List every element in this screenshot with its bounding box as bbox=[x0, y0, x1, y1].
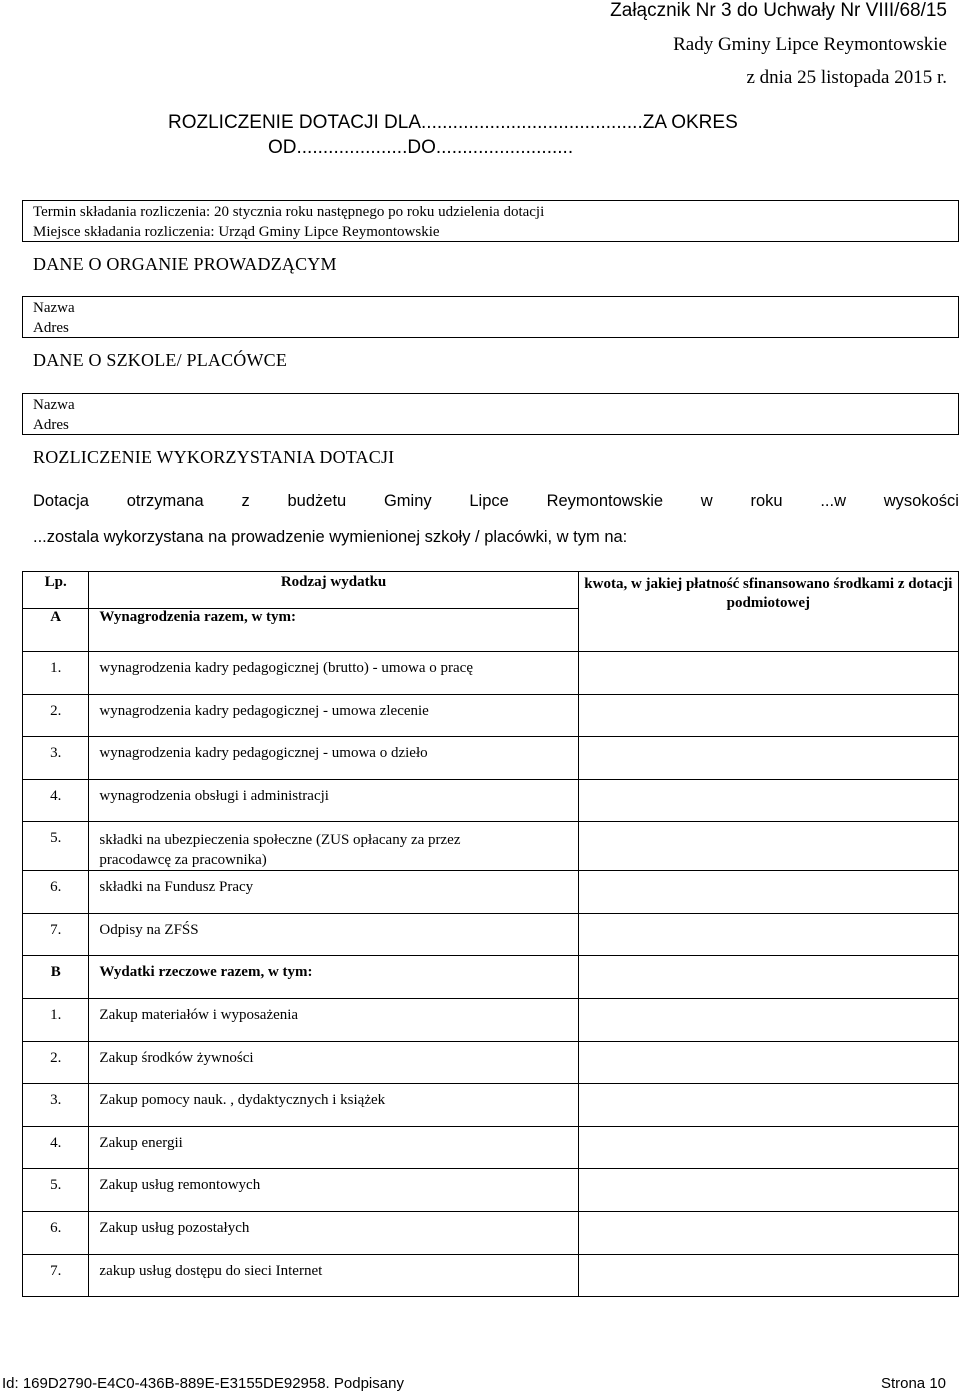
settlement-word: Reymontowskie bbox=[546, 492, 664, 510]
settlement-word: Dotacja bbox=[33, 492, 89, 510]
settlement-word: z bbox=[241, 492, 250, 510]
organ-address-label: Adres bbox=[33, 320, 69, 336]
row-label: wynagrodzenia kadry pedagogicznej - umowa zlecenie bbox=[89, 695, 578, 737]
settlement-word: wysokości bbox=[883, 492, 959, 510]
row-label: Zakup usług pozostałych bbox=[89, 1212, 578, 1255]
settlement-word: Lipce bbox=[469, 492, 509, 510]
amount-cell[interactable] bbox=[578, 652, 958, 695]
row-lp: 2. bbox=[23, 695, 89, 737]
table-header-row bbox=[23, 572, 959, 609]
table-row bbox=[23, 999, 959, 1042]
amount-cell[interactable] bbox=[578, 1127, 958, 1169]
table-row bbox=[23, 1169, 959, 1212]
col-amount-header bbox=[578, 572, 958, 652]
group-b-label: Wydatki rzeczowe razem, w tym: bbox=[89, 956, 578, 999]
settlement-word: w bbox=[700, 492, 713, 510]
row-label: składki na ubezpieczenia społeczne (ZUS opłacany za przez pracodawcę za pracownika) bbox=[89, 822, 578, 871]
group-a-label: Wynagrodzenia razem, w tym: bbox=[89, 609, 578, 652]
expense-table bbox=[22, 571, 959, 1297]
table-row bbox=[23, 956, 959, 999]
row-lp: 6. bbox=[23, 871, 89, 914]
submission-info-box bbox=[22, 200, 959, 242]
row-label: wynagrodzenia kadry pedagogicznej - umowa o dzieło bbox=[89, 737, 578, 780]
col-type-header: Rodzaj wydatku bbox=[89, 572, 578, 609]
amount-cell[interactable] bbox=[578, 1042, 958, 1084]
amount-cell[interactable] bbox=[578, 1169, 958, 1212]
place-text: Miejsce składania rozliczenia: Urząd Gminy Lipce Reymontowskie bbox=[33, 224, 440, 240]
table-row bbox=[23, 871, 959, 914]
table-row bbox=[23, 1127, 959, 1169]
amount-cell[interactable] bbox=[578, 737, 958, 780]
page-number: Strona 10 bbox=[880, 1375, 946, 1392]
amount-cell[interactable] bbox=[578, 871, 958, 914]
row-lp: 5. bbox=[23, 1169, 89, 1212]
row-label: wynagrodzenia obsługi i administracji bbox=[89, 780, 578, 822]
amount-header-text: kwota, w jakiej płatność sfinansowano środkami z dotacji podmiotowej bbox=[584, 576, 953, 611]
row-label: Zakup środków żywności bbox=[89, 1042, 578, 1084]
settlement-sentence-line2: ...zostala wykorzystana na prowadzenie wymienionej szkoły / placówki, w tym na: bbox=[33, 528, 628, 546]
amount-cell[interactable] bbox=[578, 695, 958, 737]
organ-heading: DANE O ORGANIE PROWADZĄCYM bbox=[33, 254, 337, 274]
row-lp: 4. bbox=[23, 1127, 89, 1169]
deadline-text: Termin składania rozliczenia: 20 stycznia roku następnego po roku udzielenia dotacji bbox=[33, 204, 545, 220]
group-a-lp: A bbox=[23, 609, 89, 652]
table-row bbox=[23, 652, 959, 695]
amount-cell[interactable] bbox=[578, 956, 958, 999]
settlement-sentence-line1 bbox=[33, 492, 959, 511]
table-row bbox=[23, 780, 959, 822]
row-lp: 1. bbox=[23, 999, 89, 1042]
amount-cell[interactable] bbox=[578, 780, 958, 822]
table-row bbox=[23, 695, 959, 737]
row-label: składki na Fundusz Pracy bbox=[89, 871, 578, 914]
school-box bbox=[22, 393, 959, 435]
table-row bbox=[23, 1255, 959, 1297]
settlement-word: budżetu bbox=[287, 492, 347, 510]
table-row bbox=[23, 1042, 959, 1084]
council-name: Rady Gminy Lipce Reymontowskie bbox=[673, 34, 947, 55]
row-lp: 7. bbox=[23, 1255, 89, 1297]
row-label: Odpisy na ZFŚS bbox=[89, 914, 578, 956]
amount-cell[interactable] bbox=[578, 822, 958, 871]
document-id: Id: 169D2790-E4C0-436B-889E-E3155DE92958. Podpisany bbox=[2, 1375, 404, 1392]
amount-cell[interactable] bbox=[578, 999, 958, 1042]
row-label: wynagrodzenia kadry pedagogicznej (brutto) - umowa o pracę bbox=[89, 652, 578, 695]
table-row bbox=[23, 1212, 959, 1255]
school-heading: DANE O SZKOLE/ PLACÓWCE bbox=[33, 350, 288, 370]
settlement-word: ...w bbox=[820, 492, 846, 510]
row-label: Zakup materiałów i wyposażenia bbox=[89, 999, 578, 1042]
row-lp: 2. bbox=[23, 1042, 89, 1084]
organ-name-label: Nazwa bbox=[33, 300, 75, 316]
row-lp: 6. bbox=[23, 1212, 89, 1255]
row-label: zakup usług dostępu do sieci Internet bbox=[89, 1255, 578, 1297]
row-label: Zakup usług remontowych bbox=[89, 1169, 578, 1212]
settlement-heading: ROZLICZENIE WYKORZYSTANIA DOTACJI bbox=[33, 447, 395, 467]
organ-box bbox=[22, 296, 959, 338]
row-label: Zakup pomocy nauk. , dydaktycznych i książek bbox=[89, 1084, 578, 1127]
school-address-label: Adres bbox=[33, 417, 69, 433]
school-name-label: Nazwa bbox=[33, 397, 75, 413]
row-lp: 3. bbox=[23, 737, 89, 780]
amount-cell[interactable] bbox=[578, 1084, 958, 1127]
expense-table-body bbox=[23, 572, 959, 1297]
settlement-word: roku bbox=[750, 492, 783, 510]
table-row bbox=[23, 822, 959, 871]
row-lp: 7. bbox=[23, 914, 89, 956]
form-title-line2: OD.....................DO.......................... bbox=[268, 137, 574, 158]
row-lp: 4. bbox=[23, 780, 89, 822]
table-row bbox=[23, 914, 959, 956]
row-label: Zakup energii bbox=[89, 1127, 578, 1169]
row-lp: 1. bbox=[23, 652, 89, 695]
group-b-lp: B bbox=[23, 956, 89, 999]
amount-cell[interactable] bbox=[578, 1255, 958, 1297]
settlement-word: Gminy bbox=[383, 492, 432, 510]
table-row bbox=[23, 1084, 959, 1127]
attachment-title: Załącznik Nr 3 do Uchwały Nr VIII/68/15 bbox=[610, 0, 947, 21]
row-lp: 5. bbox=[23, 822, 89, 871]
form-title-line1: ROZLICZENIE DOTACJI DLA..........................................ZA OKRES bbox=[168, 112, 738, 133]
amount-cell[interactable] bbox=[578, 1212, 958, 1255]
table-row bbox=[23, 737, 959, 780]
settlement-word: otrzymana bbox=[126, 492, 204, 510]
amount-cell[interactable] bbox=[578, 914, 958, 956]
resolution-date: z dnia 25 listopada 2015 r. bbox=[746, 67, 947, 88]
row-lp: 3. bbox=[23, 1084, 89, 1127]
col-lp-header: Lp. bbox=[23, 572, 89, 609]
